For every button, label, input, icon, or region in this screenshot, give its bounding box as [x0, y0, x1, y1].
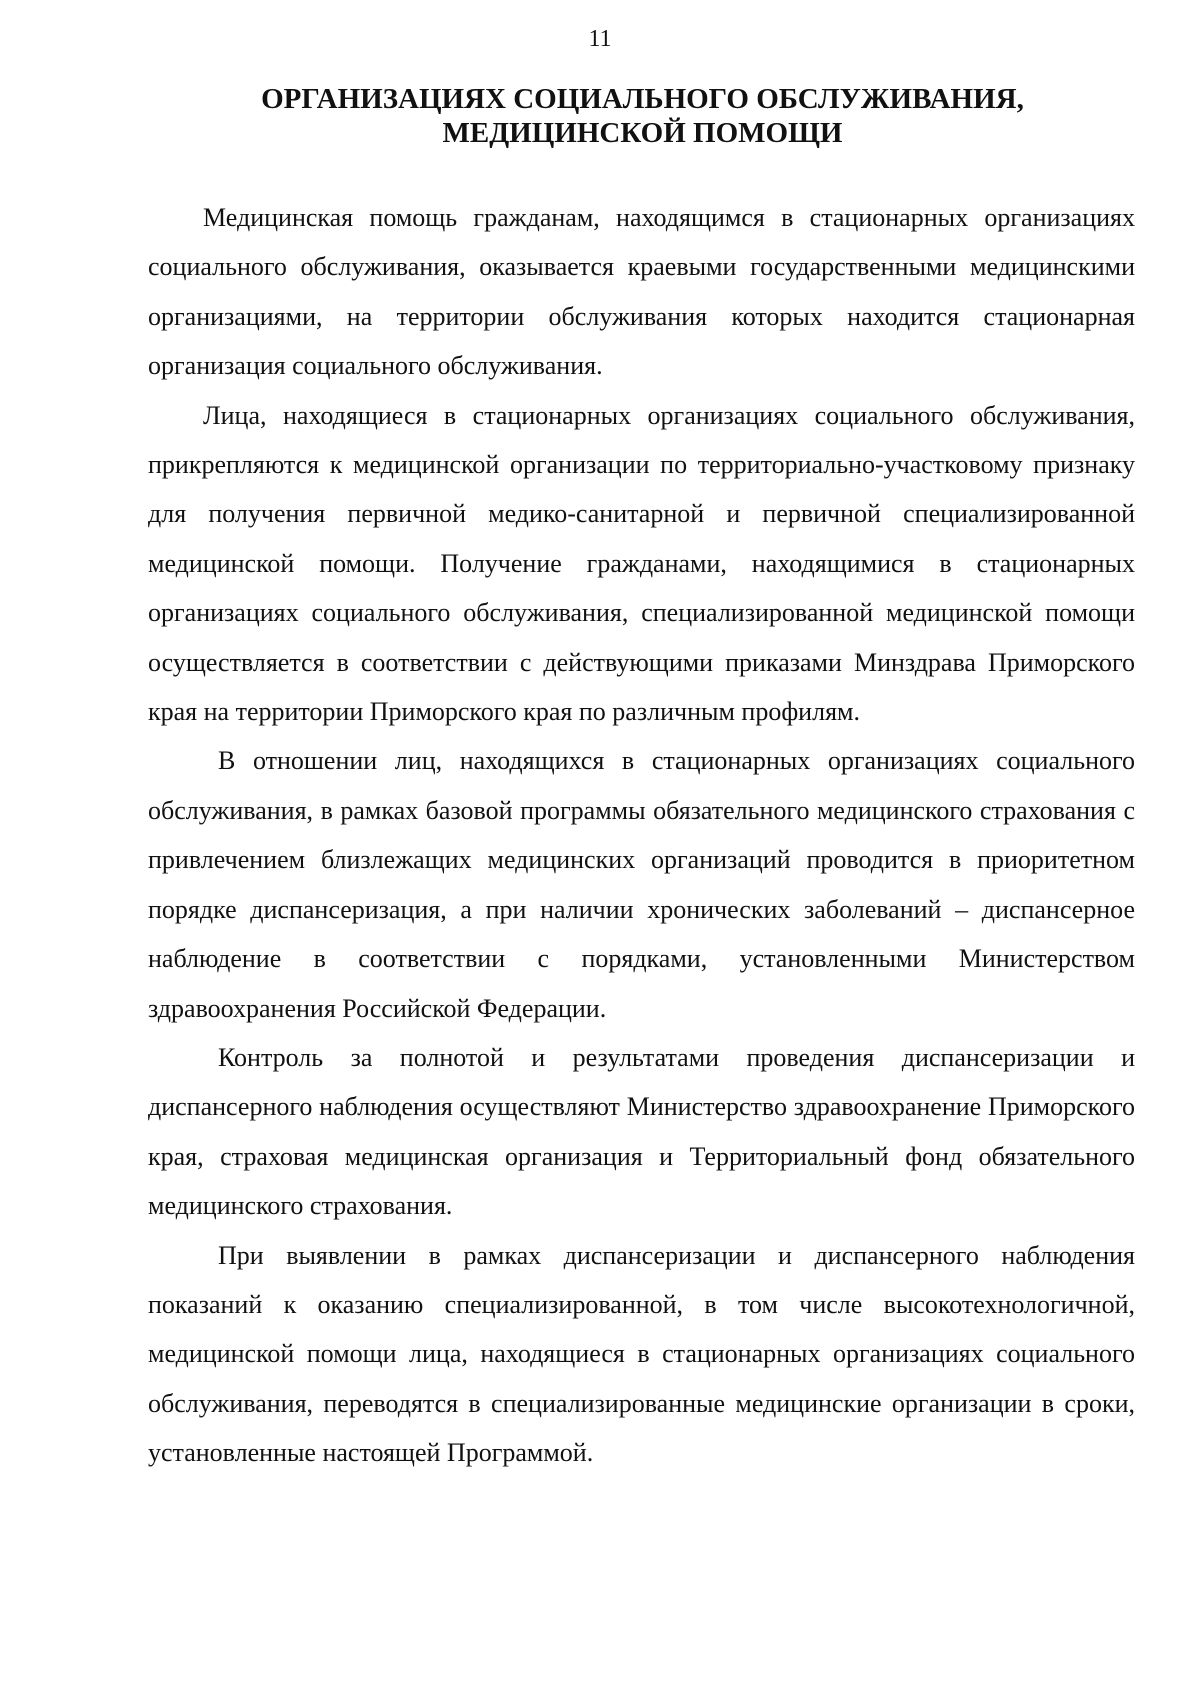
section-heading-line-2: МЕДИЦИНСКОЙ ПОМОЩИ	[442, 117, 843, 149]
paragraph-medical-care: Медицинская помощь гражданам, находящимся в стационарных организациях социального обслуживания, оказывается краевыми государственными медицинскими организациями, на территории обслуживания которых находится стационарная организация социального обслуживания.	[148, 203, 1135, 381]
section-heading	[150, 82, 1135, 150]
paragraph-transfer: При выявлении в рамках диспансеризации и диспансерного наблюдения показаний к оказанию специализированной, в том числе высокотехнологичной, медицинской помощи лица, находящиеся в стационарных организациях социального обслуживания, переводятся в специализированные медицинские организации в сроки, установленные настоящей Программой.	[148, 1240, 1135, 1468]
paragraph-attachment: Лица, находящиеся в стационарных организациях социального обслуживания, прикрепляются к медицинской организации по территориально-участковому признаку для получения первичной медико-санитарной и первичной специализированной медицинской помощи. Получение гражданами, находящимися в стационарных организациях социального обслуживания, специализированной медицинской помощи осуществляется в соответствии с действующими приказами Минздрава Приморского края на территории Приморского края по различным профилям.	[148, 400, 1135, 727]
document-body	[148, 193, 1135, 1478]
section-heading-line-1: ОРГАНИЗАЦИЯХ СОЦИАЛЬНОГО ОБСЛУЖИВАНИЯ,	[261, 83, 1024, 115]
paragraph-dispensary: В отношении лиц, находящихся в стационарных организациях социального обслуживания, в рамках базовой программы обязательного медицинского страхования с привлечением близлежащих медицинских организаций проводится в приоритетном порядке диспансеризация, а при наличии хронических заболеваний – диспансерное наблюдение в соответствии с порядками, установленными Министерством здравоохранения Российской Федерации.	[148, 746, 1135, 1023]
paragraph-control: Контроль за полнотой и результатами проведения диспансеризации и диспансерного наблюдения осуществляют Министерство здравоохранение Приморского края, страховая медицинская организация и Территориальный фонд обязательного медицинского страхования.	[148, 1042, 1135, 1221]
page-number: 11	[588, 26, 612, 52]
